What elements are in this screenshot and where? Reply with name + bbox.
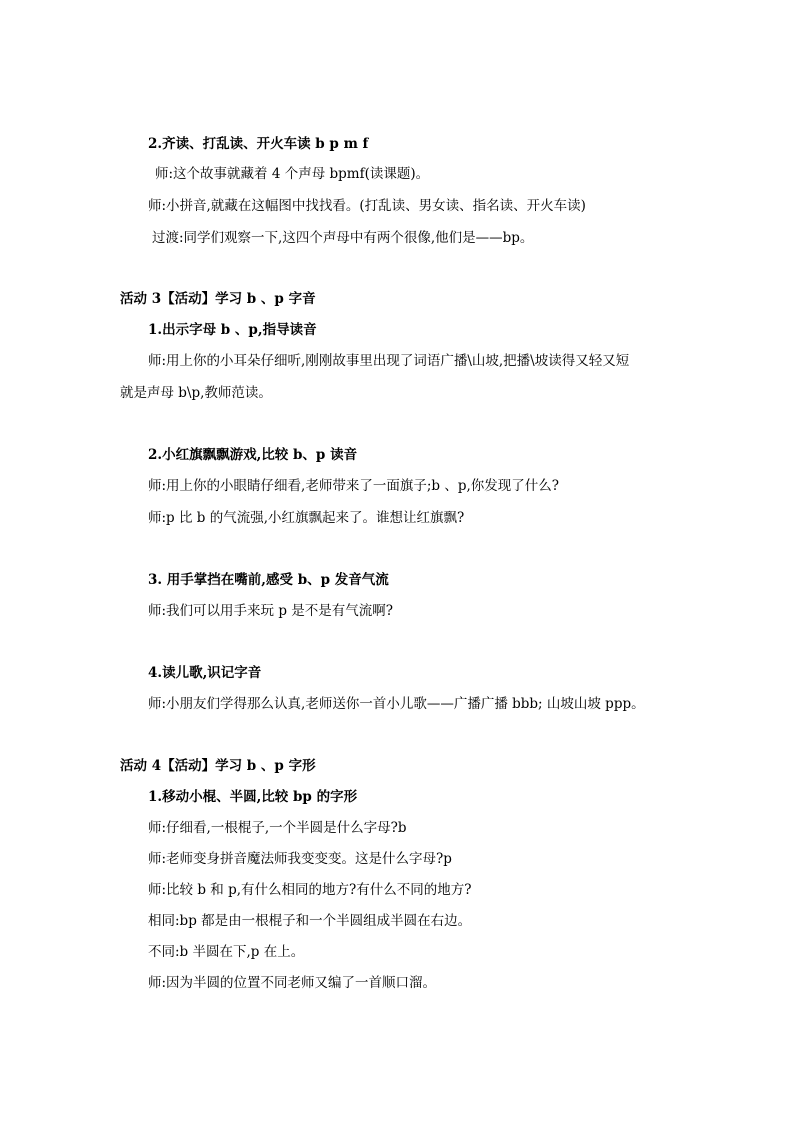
paragraph: 师:小拼音,就藏在这幅图中找找看。(打乱读、男女读、指名读、开火车读) [148,198,586,214]
section-heading: 1.移动小棍、半圆,比较 bp 的字形 [148,789,358,805]
paragraph: 师:这个故事就藏着 4 个声母 bpmf(读课题)。 [155,166,430,182]
activity-heading: 活动 3【活动】学习 b 、p 字音 [120,291,316,307]
paragraph: 师:小朋友们学得那么认真,老师送你一首小儿歌——广播广播 bbb; 山坡山坡 ppp。 [148,696,645,712]
paragraph: 师:用上你的小眼睛仔细看,老师带来了一面旗子;b 、p,你发现了什么? [148,478,559,494]
section-heading: 2.齐读、打乱读、开火车读 b p m f [148,136,369,152]
paragraph: 相同:bp 都是由一根棍子和一个半圆组成半圆在右边。 [148,913,472,929]
paragraph: 就是声母 b\p,教师范读。 [120,385,272,401]
paragraph: 师:p 比 b 的气流强,小红旗飘起来了。谁想让红旗飘? [148,510,465,526]
paragraph: 师:因为半圆的位置不同老师又编了一首顺口溜。 [148,975,437,991]
paragraph: 师:我们可以用手来玩 p 是不是有气流啊? [148,603,394,619]
paragraph: 师:比较 b 和 p,有什么相同的地方?有什么不同的地方? [148,882,472,898]
section-heading: 2.小红旗飘飘游戏,比较 b、p 读音 [148,447,358,463]
paragraph: 过渡:同学们观察一下,这四个声母中有两个很像,他们是——bp。 [152,230,534,246]
paragraph: 师:用上你的小耳朵仔细听,刚刚故事里出现了词语广播\山坡,把播\坡读得又轻又短 [148,353,630,369]
activity-heading: 活动 4【活动】学习 b 、p 字形 [120,758,316,774]
section-heading: 4.读儿歌,识记字音 [148,665,262,681]
section-heading: 3. 用手掌挡在嘴前,感受 b、p 发音气流 [148,572,389,588]
paragraph: 师:仔细看,一根棍子,一个半圆是什么字母?b [148,820,407,836]
paragraph: 不同:b 半圆在下,p 在上。 [148,944,305,960]
paragraph: 师:老师变身拼音魔法师我变变变。这是什么字母?p [148,851,452,867]
section-heading: 1.出示字母 b 、p,指导读音 [148,322,317,338]
